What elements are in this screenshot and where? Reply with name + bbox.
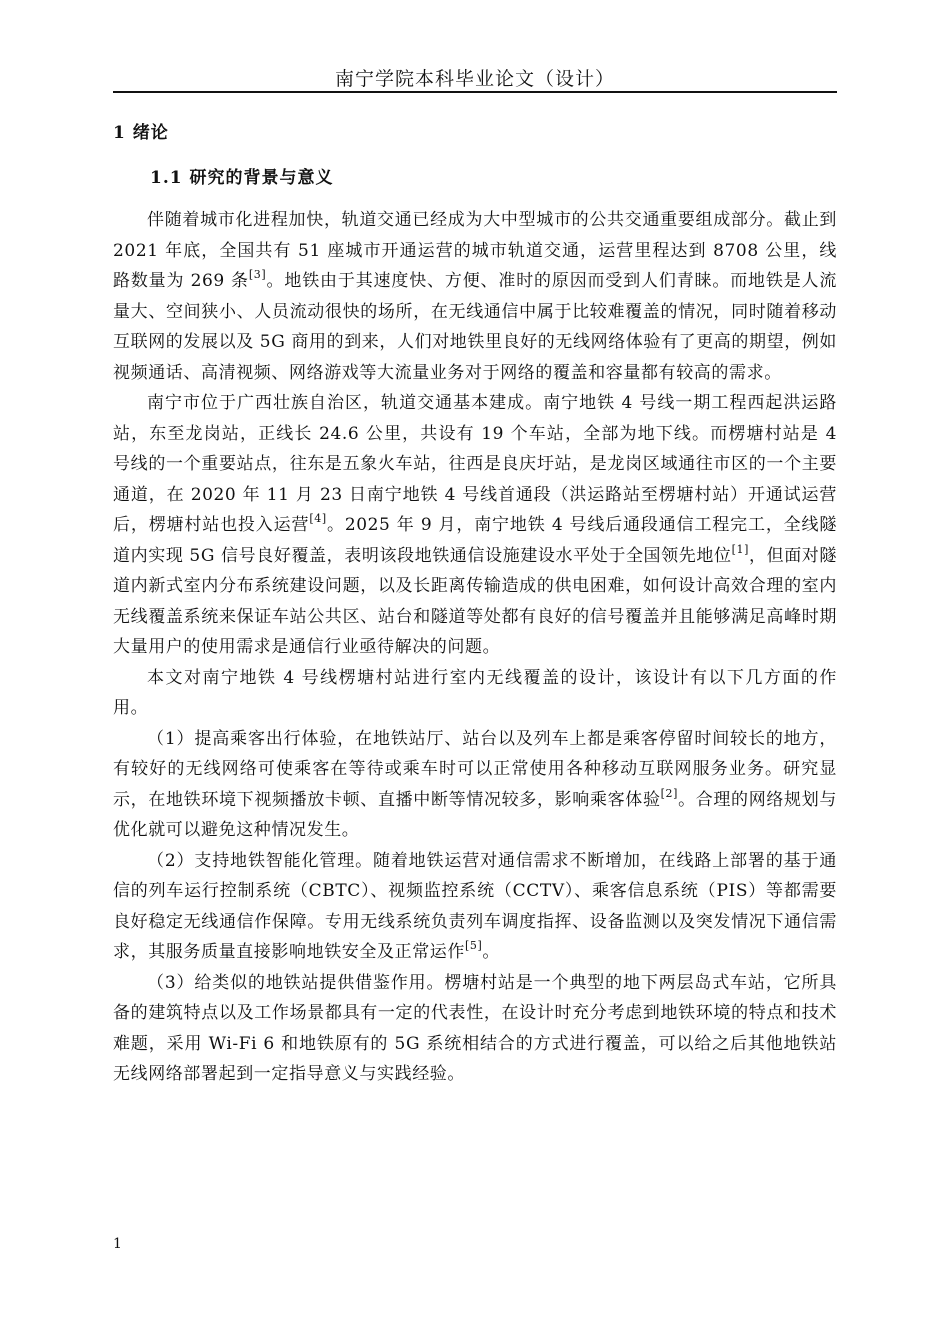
paragraph-text: 。: [482, 942, 500, 962]
citation-ref: [4]: [309, 512, 327, 525]
paragraph-point-2: [113, 846, 837, 968]
paragraph-point-1: [113, 724, 837, 846]
paragraph-text: 伴随着城市化进程加快，轨道交通已经成为大中型城市的公共交通重要组成部分。截止到 2021 年底，全国共有 51 座城市开通运营的城市轨道交通，运营里程达到 8708 公里，线路数量为 269 条: [113, 210, 837, 291]
paragraph-text: 。2025 年 9 月，南宁地铁 4 号线后通段通信工程完工，全线隧道内实现 5G 信号良好覆盖，表明该段地铁通信设施建设水平处于全国领先地位: [113, 515, 837, 566]
chapter-heading: 1 绪论: [113, 123, 169, 143]
paragraph-text: 。地铁由于其速度快、方便、准时的原因而受到人们青睐。而地铁是人流量大、空间狭小、人员流动很快的场所，在无线通信中属于比较难覆盖的情况，同时随着移动互联网的发展以及 5G 商用的到来，人们对地铁里良好的无线网络体验有了更高的期望，例如视频通话、高清视频、网络游戏等大流量业务对于网络的覆盖和容量都有较高的需求。: [113, 271, 838, 383]
citation-ref: [3]: [248, 268, 267, 281]
paragraph-purpose: [113, 663, 837, 724]
paragraph-point-3: [113, 968, 837, 1090]
citation-ref: [2]: [660, 786, 678, 800]
paragraph-background: [113, 205, 837, 388]
page-number: 1: [113, 1236, 122, 1252]
header-rule: [113, 91, 837, 93]
body-text: [113, 205, 837, 1090]
paragraph-text: （2）支持地铁智能化管理。随着地铁运营对通信需求不断增加，在线路上部署的基于通信的列车运行控制系统（CBTC）、视频监控系统（CCTV）、乘客信息系统（PIS）等都需要良好稳定无线通信作保障。专用无线系统负责列车调度指挥、设备监测以及突发情况下通信需求，其服务质量直接影响地铁安全及正常运作: [113, 850, 837, 962]
paragraph-nanning: [113, 388, 837, 663]
paragraph-text: （3）给类似的地铁站提供借鉴作用。楞塘村站是一个典型的地下两层岛式车站，它所具备的建筑特点以及工作场景都具有一定的代表性，在设计时充分考虑到地铁环境的特点和技术难题，采用 Wi-Fi 6 和地铁原有的 5G 系统相结合的方式进行覆盖，可以给之后其他地铁站无线网络部署起到一定指导意义与实践经验。: [113, 972, 837, 1084]
paragraph-text: 。合理的网络规划与优化就可以避免这种情况发生。: [113, 789, 837, 840]
running-header: 南宁学院本科毕业论文（设计）: [334, 68, 615, 90]
paragraph-text: 南宁市位于广西壮族自治区，轨道交通基本建成。南宁地铁 4 号线一期工程西起洪运路站，东至龙岗站，正线长 24.6 公里，共设有 19 个车站，全部为地下线。而楞塘村站是 4 号线的一个重要站点，往东是五象火车站，往西是良庆圩站，是龙岗区域通往市区的一个主要通道，在 2020 年 11 月 23 日南宁地铁 4 号线首通段（洪运路站至楞塘村站）开通试运营后，楞塘村站也投入运营: [113, 393, 837, 535]
paragraph-text: （1）提高乘客出行体验，在地铁站厅、站台以及列车上都是乘客停留时间较长的地方，有较好的无线网络可使乘客在等待或乘车时可以正常使用各种移动互联网服务业务。研究显示，在地铁环境下视频播放卡顿、直播中断等情况较多，影响乘客体验: [113, 728, 837, 810]
paragraph-text: ，但面对隧道内新式室内分布系统建设问题，以及长距离传输造成的供电困难，如何设计高效合理的室内无线覆盖系统来保证车站公共区、站台和隧道等处都有良好的信号覆盖并且能够满足高峰时期大量用户的使用需求是通信行业亟待解决的问题。: [113, 545, 838, 657]
citation-ref: [1]: [731, 542, 749, 556]
citation-ref: [5]: [465, 939, 483, 952]
section-heading: 1.1 研究的背景与意义: [150, 168, 334, 188]
paragraph-text: 本文对南宁地铁 4 号线楞塘村站进行室内无线覆盖的设计，该设计有以下几方面的作用。: [113, 667, 837, 718]
